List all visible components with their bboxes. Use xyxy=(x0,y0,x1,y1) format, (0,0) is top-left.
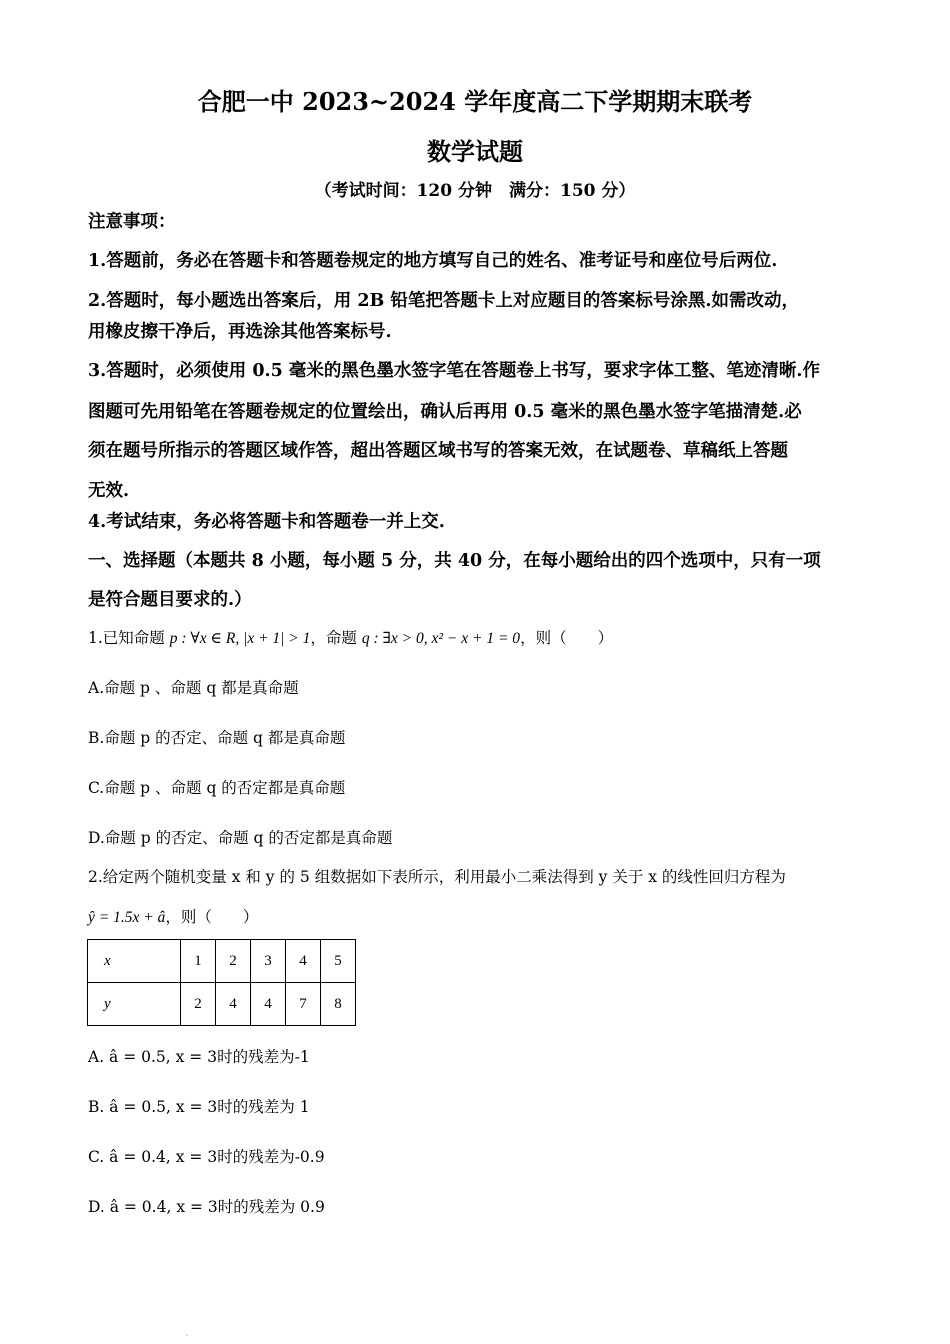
exam-title: 合肥一中 2023~2024 学年度高二下学期期末联考 xyxy=(197,87,753,116)
note-line: 须在题号所指示的答题区域作答，超出答题区域书写的答案无效，在试题卷、草稿纸上答题 xyxy=(88,441,788,461)
q1-suffix: ，则（ ） xyxy=(520,629,614,647)
section-heading-cont: 是符合题目要求的.） xyxy=(88,590,252,610)
row-label-y: y xyxy=(88,983,181,1026)
notes-heading: 注意事项： xyxy=(88,212,176,232)
note-line: 用橡皮擦干净后，再选涂其他答案标号. xyxy=(88,322,392,342)
question-2-cont xyxy=(88,905,868,927)
table-cell: 4 xyxy=(216,983,251,1026)
note-line: 1.答题前，务必在答题卡和答题卷规定的地方填写自己的姓名、准考证号和座位号后两位. xyxy=(88,251,778,271)
question-1 xyxy=(88,626,868,648)
q1-proposition-q: q : ∃x > 0, x² − x + 1 = 0 xyxy=(361,630,521,647)
regression-equation: ŷ = 1.5x + â xyxy=(88,909,166,926)
q2-suffix: ，则（ ） xyxy=(165,908,259,926)
section-heading: 一、选择题（本题共 8 小题，每小题 5 分，共 40 分，在每小题给出的四个选项中，只有一项 xyxy=(88,551,821,571)
question-2: 2.给定两个随机变量 x 和 y 的 5 组数据如下表所示，利用最小二乘法得到 y 关于 x 的线性回归方程为 xyxy=(88,868,786,886)
table-cell: 4 xyxy=(286,940,321,983)
exam-subtitle: 数学试题 xyxy=(427,137,523,166)
table-cell: 4 xyxy=(251,983,286,1026)
q1-option-c: C.命题 p 、命题 q 的否定都是真命题 xyxy=(88,779,346,797)
table-cell: 2 xyxy=(181,983,216,1026)
q1-proposition-p: p : ∀x ∈ R, |x + 1| > 1 xyxy=(169,630,311,647)
q2-option-d: D. â = 0.4, x = 3时的残差为 0.9 xyxy=(88,1198,325,1216)
q2-option-b: B. â = 0.5, x = 3时的残差为 1 xyxy=(88,1098,310,1116)
table-cell: 1 xyxy=(181,940,216,983)
table-row xyxy=(88,940,356,983)
table-cell: 8 xyxy=(321,983,356,1026)
q1-mid: ，命题 xyxy=(310,629,357,647)
table-cell: 7 xyxy=(286,983,321,1026)
table-cell: 5 xyxy=(321,940,356,983)
table-cell: 2 xyxy=(216,940,251,983)
exam-info: （考试时间：120 分钟 满分：150 分） xyxy=(314,181,636,201)
q2-option-c: C. â = 0.4, x = 3时的残差为-0.9 xyxy=(88,1148,325,1166)
note-line: 4.考试结束，务必将答题卡和答题卷一并上交. xyxy=(88,512,445,532)
row-label-x: x xyxy=(88,940,181,983)
q1-option-a: A.命题 p 、命题 q 都是真命题 xyxy=(88,679,299,697)
q1-option-b: B.命题 p 的否定、命题 q 都是真命题 xyxy=(88,729,346,747)
table-cell: 3 xyxy=(251,940,286,983)
scan-speck xyxy=(186,1334,188,1336)
table-row xyxy=(88,983,356,1026)
note-line: 2.答题时，每小题选出答案后，用 2B 铅笔把答题卡上对应题目的答案标号涂黑.如需改动， xyxy=(88,291,800,311)
note-line: 无效. xyxy=(88,481,130,501)
q1-option-d: D.命题 p 的否定、命题 q 的否定都是真命题 xyxy=(88,829,393,847)
data-table xyxy=(87,939,356,1026)
q2-option-a: A. â = 0.5, x = 3时的残差为-1 xyxy=(88,1048,310,1066)
note-line: 图题可先用铅笔在答题卷规定的位置绘出，确认后再用 0.5 毫米的黑色墨水签字笔描清楚.必 xyxy=(88,402,802,422)
q1-prefix: 1.已知命题 xyxy=(88,629,165,647)
note-line: 3.答题时，必须使用 0.5 毫米的黑色墨水签字笔在答题卷上书写，要求字体工整、笔迹清晰.作 xyxy=(88,361,820,381)
